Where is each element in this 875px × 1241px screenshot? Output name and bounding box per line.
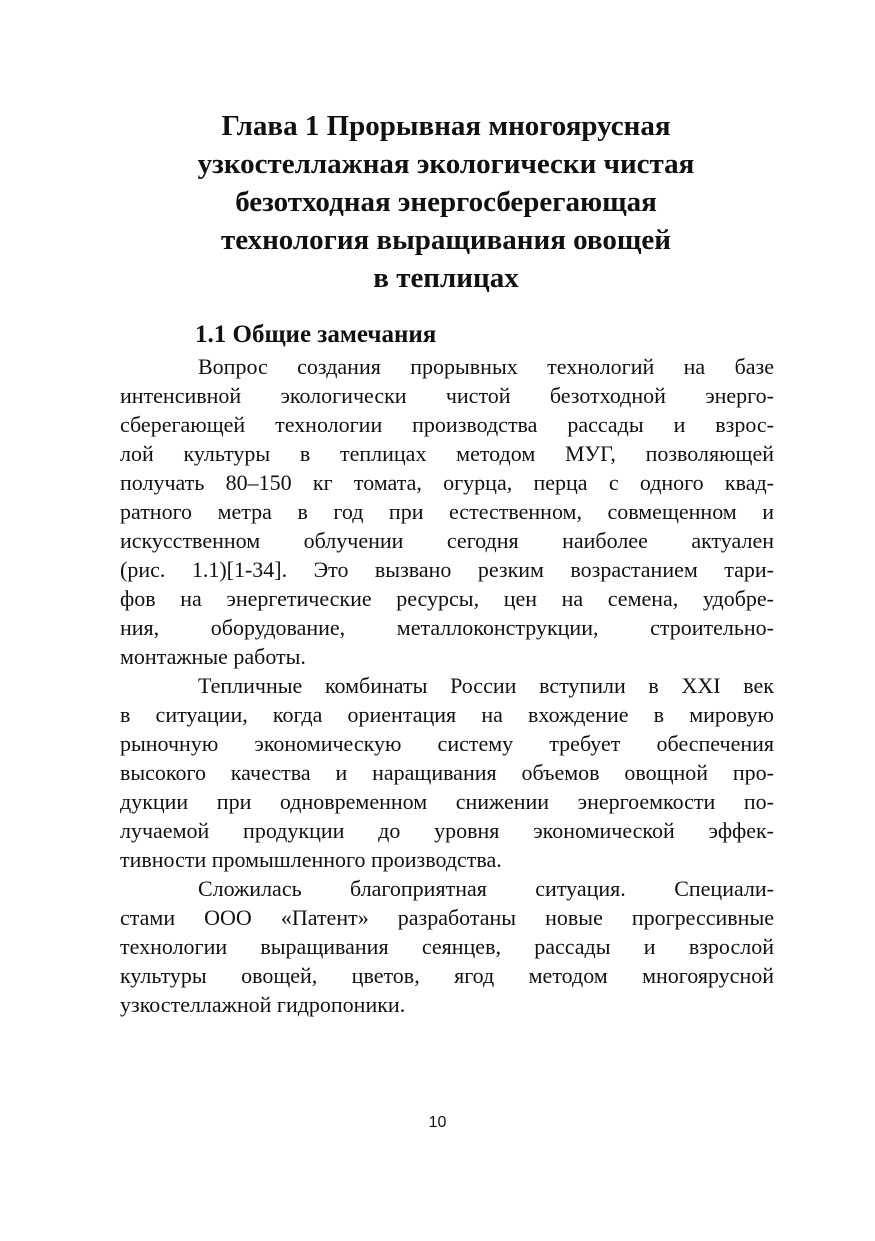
text-line: ния, оборудование, металлоконструкции, строительно- [120,615,774,640]
paragraph-1 [120,352,774,671]
page-number: 10 [428,1114,447,1131]
text-line: (рис. 1.1)[1-34]. Это вызвано резким возрастанием тари- [120,557,774,582]
chapter-title-line: узкостеллажная экологически чистая [197,148,695,180]
chapter-title-line: безотходная энергосберегающая [235,186,657,218]
text-line: рыночную экономическую систему требует обеспечения [120,731,774,756]
text-line: фов на энергетические ресурсы, цен на семена, удобре- [120,586,774,611]
text-line: тивности промышленного производства. [120,847,502,872]
text-line: культуры овощей, цветов, ягод методом многоярусной [120,963,774,988]
text-line: ратного метра в год при естественном, совмещенном и [120,499,774,524]
paragraph-3 [120,874,774,1019]
text-line: Тепличные комбинаты России вступили в XXI век [198,673,774,698]
text-line: лучаемой продукции до уровня экономической эффек- [120,818,774,843]
text-line: дукции при одновременном снижении энергоемкости по- [120,789,774,814]
section-heading: 1.1 Общие замечания [195,321,437,348]
text-line: лой культуры в теплицах методом МУГ, позволяющей [120,441,774,466]
text-line: высокого качества и наращивания объемов овощной про- [120,760,774,785]
chapter-title-line: в теплицах [373,262,519,294]
text-line: Вопрос создания прорывных технологий на базе [198,354,774,379]
body-text [120,352,774,1019]
text-line: в ситуации, когда ориентация на вхождение в мировую [120,702,774,727]
text-line: монтажные работы. [120,644,306,669]
chapter-title-line: технология выращивания овощей [221,224,671,256]
paragraph-2 [120,671,774,874]
text-line: интенсивной экологически чистой безотходной энерго- [120,383,774,408]
text-line: сберегающей технологии производства рассады и взрос- [120,412,774,437]
text-line: технологии выращивания сеянцев, рассады и взрослой [120,934,774,959]
chapter-title-line: Глава 1 Прорывная многоярусная [221,110,671,142]
text-line: Сложилась благоприятная ситуация. Специали- [198,876,774,901]
chapter-title [100,107,792,297]
text-line: искусственном облучении сегодня наиболее актуален [120,528,774,553]
text-line: стами ООО «Патент» разработаны новые прогрессивные [120,905,774,930]
text-line: узкостеллажной гидропоники. [120,992,406,1017]
text-line: получать 80–150 кг томата, огурца, перца с одного квад- [120,470,774,495]
